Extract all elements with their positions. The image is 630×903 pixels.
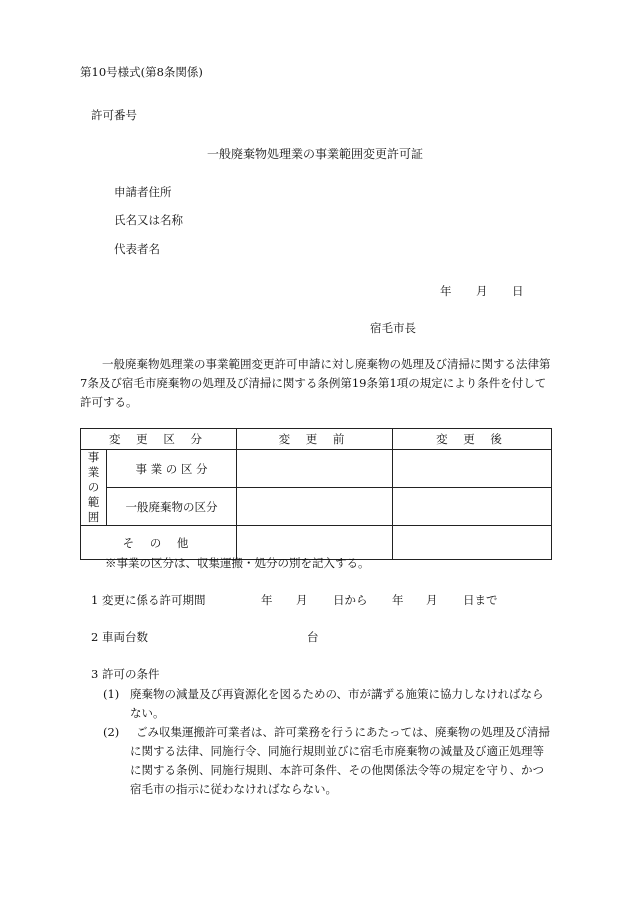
header-after: 変 更 後 [393, 429, 552, 450]
header-before: 変 更 前 [237, 429, 393, 450]
header-category: 変 更 区 分 [81, 429, 237, 450]
cell-waste-category-before [237, 488, 393, 526]
applicant-name-label: 氏名又は名称 [114, 213, 183, 227]
period-start-year: 年 [261, 593, 273, 607]
scope-label: 事業の範囲 [81, 450, 107, 526]
representative-label: 代表者名 [114, 242, 160, 256]
condition-1-text: 廃棄物の減量及び再資源化を図るための、市が講ずる施策に協力しなければならない。 [130, 687, 544, 720]
date-month: 月 [476, 284, 488, 298]
period-end-year: 年 [392, 593, 404, 607]
table-note: ※事業の区分は、収集運搬・処分の別を記入する。 [105, 556, 370, 570]
issuer: 宿毛市長 [370, 321, 416, 335]
cell-business-category-after [393, 450, 552, 488]
form-number: 第10号様式(第8条関係) [80, 65, 203, 79]
body-text: 一般廃棄物処理業の事業範囲変更許可申請に対し廃棄物の処理及び清掃に関する法律第7条及び宿毛市廃棄物の処理及び清掃に関する条例第19条第1項の規定により条件を付して許可する。 [80, 357, 551, 409]
permit-number-label: 許可番号 [91, 108, 137, 122]
cell-other-after [393, 526, 552, 560]
period-start-month: 月 [296, 593, 308, 607]
cell-business-category-before [237, 450, 393, 488]
cell-waste-category-after [393, 488, 552, 526]
applicant-address-label: 申請者住所 [114, 185, 172, 199]
condition-1-number: (1) [103, 687, 120, 701]
item-permit-period: 1 変更に係る許可期間 [91, 593, 206, 607]
change-table [80, 428, 552, 560]
condition-2-text: ごみ収集運搬許可業者は、許可業務を行うにあたっては、廃棄物の処理及び清掃に関する法律、同施行令、同施行規則並びに宿毛市廃棄物の減量及び適正処理等に関する条例、同施行規則、本許可条件、その他関係法令等の規定を守り、かつ宿毛市の指示に従わなければならない。 [130, 725, 550, 796]
period-end-day: 日まで [463, 593, 498, 607]
period-end-month: 月 [426, 593, 438, 607]
date-day: 日 [512, 284, 524, 298]
vehicle-count-unit: 台 [307, 630, 319, 644]
row-other-label: そ の 他 [81, 526, 237, 560]
row-waste-category-label: 一般廃棄物の区分 [107, 488, 237, 526]
row-business-category-label: 事 業 の 区 分 [107, 450, 237, 488]
condition-2-number: (2) [103, 725, 120, 739]
item-permit-conditions: 3 許可の条件 [91, 667, 160, 681]
period-start-day: 日から [333, 593, 368, 607]
document-title: 一般廃棄物処理業の事業範囲変更許可証 [207, 147, 424, 161]
date-year: 年 [440, 284, 452, 298]
item-vehicle-count: 2 車両台数 [91, 630, 148, 644]
